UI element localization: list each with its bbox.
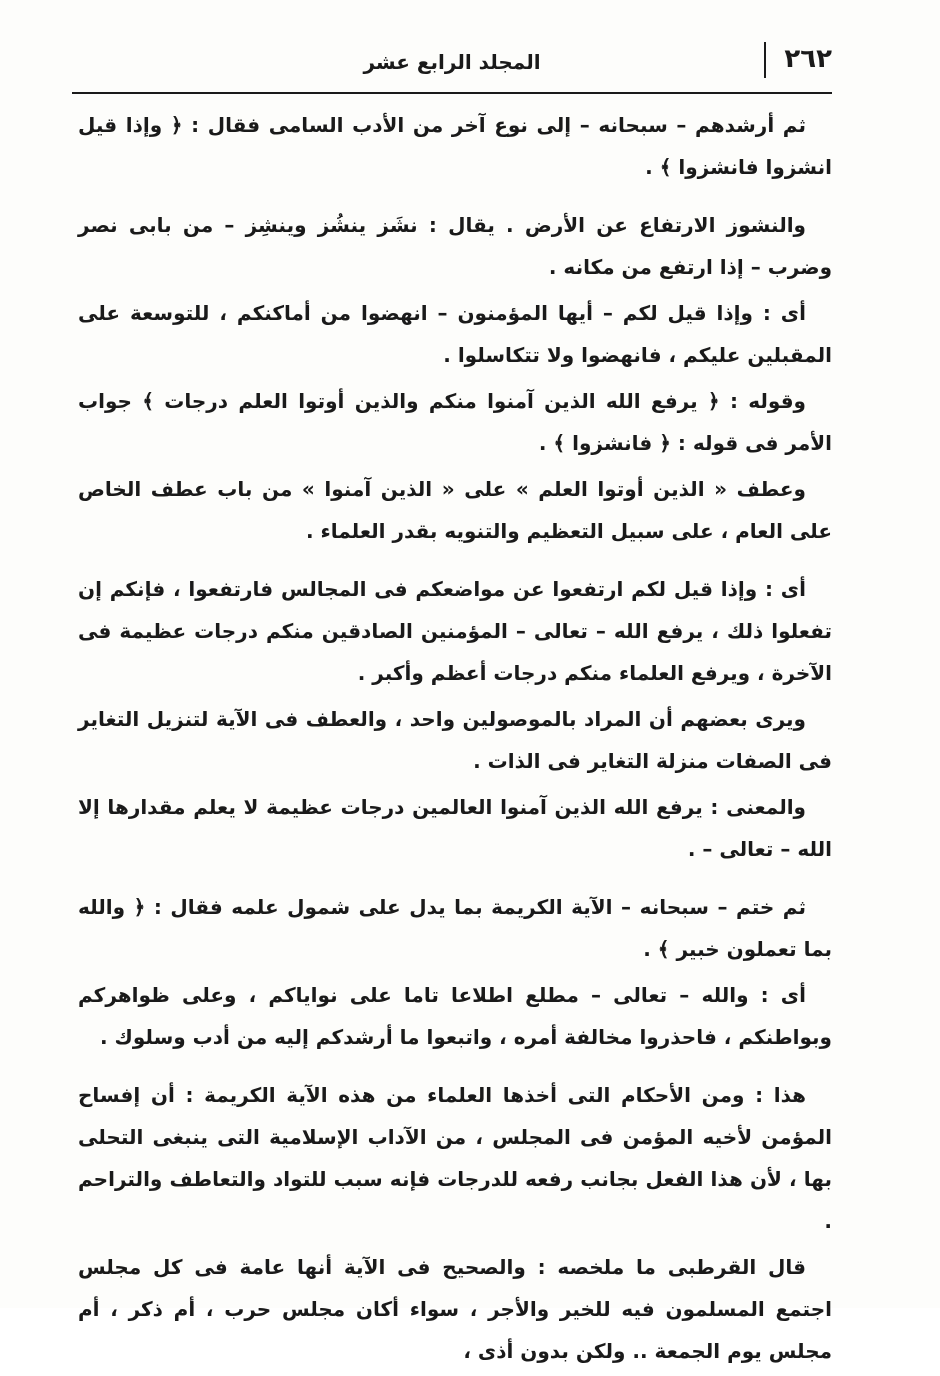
paragraph: ويرى بعضهم أن المراد بالموصولين واحد ، والعطف فى الآية لتنزيل التغاير فى الصفات منزلة التغاير فى الذات . xyxy=(78,707,832,773)
paragraph: أى : وإذا قيل لكم ارتفعوا عن مواضعكم فى المجالس فارتفعوا ، فإنكم إن تفعلوا ذلك ، يرفع الله – تعالى – المؤمنين الصادقين منكم درجات عظيمة فى الآخرة ، ويرفع العلماء منكم درجات أعظم وأكبر . xyxy=(78,577,832,685)
page-body xyxy=(78,104,832,1376)
paragraph: ثم ختم – سبحانه – الآية الكريمة بما يدل على شمول علمه فقال : ﴿ والله بما تعملون خبير ﴾ . xyxy=(78,895,832,961)
paragraph: وقوله : ﴿ يرفع الله الذين آمنوا منكم والذين أوتوا العلم درجات ﴾ جواب الأمر فى قوله : ﴿ فانشزوا ﴾ . xyxy=(78,389,832,455)
paragraph: والمعنى : يرفع الله الذين آمنوا العالمين درجات عظيمة لا يعلم مقدارها إلا الله – تعالى – . xyxy=(78,795,832,861)
paragraph: قال القرطبى ما ملخصه : والصحيح فى الآية أنها عامة فى كل مجلس اجتمع المسلمون فيه للخير والأجر ، سواء أكان مجلس حرب ، أم ذكر ، أم مجلس يوم الجمعة .. ولكن بدون أذى ، xyxy=(78,1255,832,1363)
paragraph: والنشوز الارتفاع عن الأرض . يقال : نشَز ينشُز وينشِز – من بابى نصر وضرب – إذا ارتفع من مكانه . xyxy=(78,213,832,279)
page-number: ٢٦٢ xyxy=(784,44,832,74)
paragraph: أى : وإذا قيل لكم – أيها المؤمنون – انهضوا من أماكنكم ، للتوسعة على المقبلين عليكم ، فانهضوا ولا تتكاسلوا . xyxy=(78,301,832,367)
paragraph: هذا : ومن الأحكام التى أخذها العلماء من هذه الآية الكريمة : أن إفساح المؤمن لأخيه المؤمن فى المجلس ، من الآداب الإسلامية التى ينبغى التحلى بها ، لأن هذا الفعل بجانب رفعه للدرجات فإنه سبب للتواد والتعاطف والتراحم . xyxy=(78,1083,832,1233)
paragraph: أى : والله – تعالى – مطلع اطلاعا تاما على نواياكم ، وعلى ظواهركم وبواطنكم ، فاحذروا مخالفة أمره ، واتبعوا ما أرشدكم إليه من أدب وسلوك . xyxy=(78,983,832,1049)
page-header xyxy=(72,38,832,90)
paragraph: ثم أرشدهم – سبحانه – إلى نوع آخر من الأدب السامى فقال : ﴿ وإذا قيل انشزوا فانشزوا ﴾ . xyxy=(78,113,832,179)
running-title: المجلد الرابع عشر xyxy=(363,50,541,74)
paragraph: وعطف « الذين أوتوا العلم » على « الذين آمنوا » من باب عطف الخاص على العام ، على سبيل التعظيم والتنويه بقدر العلماء . xyxy=(78,477,832,543)
header-rule xyxy=(72,92,832,94)
